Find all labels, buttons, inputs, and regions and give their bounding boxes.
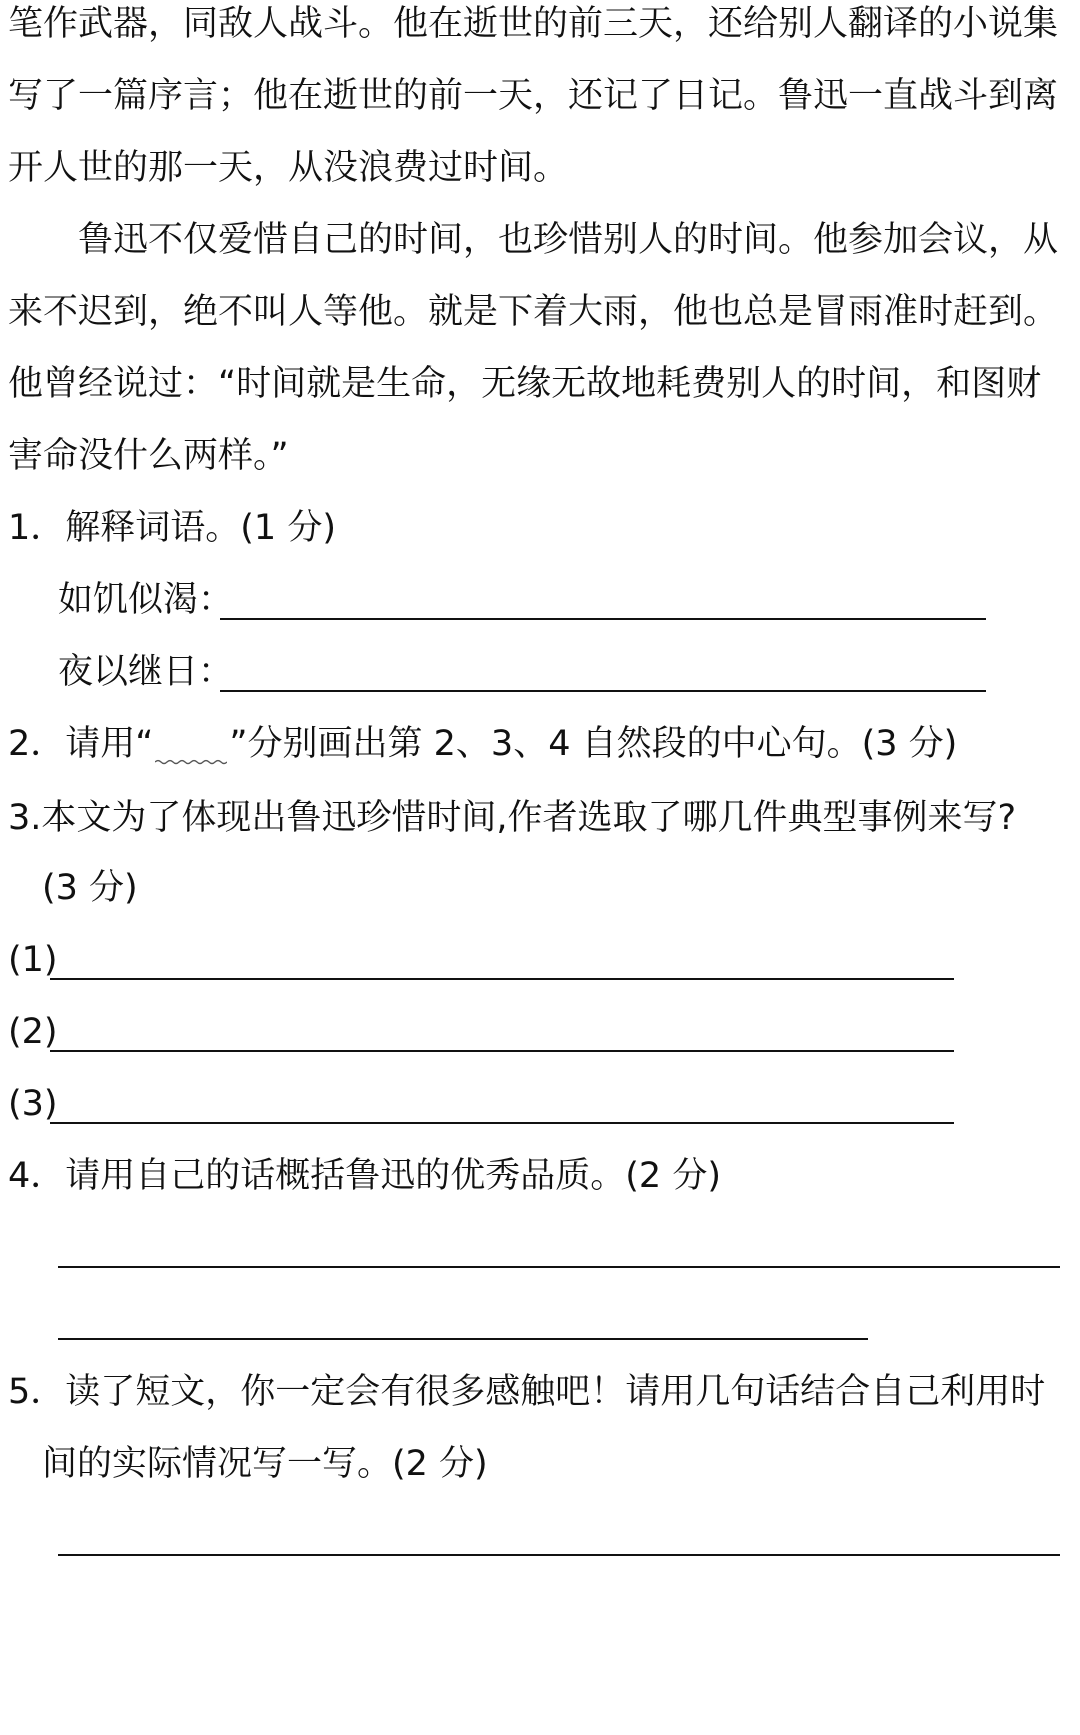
wavy-underline-symbol (153, 736, 229, 766)
question-5-line2: 间的实际情况写一写。(2 分) (42, 1444, 488, 1484)
q1-term-2-label: 夜以继日： (58, 652, 234, 692)
question-3: 3.本文为了体现出鲁迅珍惜时间,作者选取了哪几件典型事例来写? (8, 798, 1017, 838)
passage-p1-line3: 开人世的那一天，从没浪费过时间。 (8, 148, 569, 188)
q2-prefix: 2．请用“ (8, 724, 154, 764)
question-5-line1: 5．读了短文，你一定会有很多感触吧！请用几句话结合自己利用时 (8, 1372, 1046, 1412)
q3-item-3-answer-line[interactable] (50, 1122, 954, 1124)
q1-term-1-answer-line[interactable] (220, 618, 986, 620)
question-4: 4．请用自己的话概括鲁迅的优秀品质。(2 分) (8, 1156, 721, 1196)
q4-answer-line-2[interactable] (58, 1338, 868, 1340)
q3-item-2-answer-line[interactable] (50, 1050, 954, 1052)
q1-term-2-answer-line[interactable] (220, 690, 986, 692)
q1-term-1-label: 如饥似渴： (58, 580, 234, 620)
wavy-line-icon (155, 758, 227, 766)
passage-p2-line3: 他曾经说过：“时间就是生命，无缘无故地耗费别人的时间，和图财 (8, 364, 1042, 404)
q1-term-1-row (58, 578, 233, 622)
passage-p1-line2: 写了一篇序言；他在逝世的前一天，还记了日记。鲁迅一直战斗到离 (8, 76, 1059, 116)
passage-p2-line2: 来不迟到，绝不叫人等他。就是下着大雨，他也总是冒雨准时赶到。 (8, 292, 1059, 332)
question-3-score: (3 分) (42, 868, 138, 908)
q3-item-1-answer-line[interactable] (50, 978, 954, 980)
q1-term-2-row (58, 650, 233, 694)
q3-item-3-label: (3) (8, 1084, 58, 1124)
passage-p2-line1: 鲁迅不仅爱惜自己的时间，也珍惜别人的时间。他参加会议，从 (78, 220, 1059, 260)
passage-p2-line4: 害命没什么两样。” (8, 436, 289, 476)
q4-answer-line-1[interactable] (58, 1266, 1060, 1268)
question-1: 1．解释词语。(1 分) (8, 508, 336, 548)
q3-item-2-label: (2) (8, 1012, 58, 1052)
q3-item-1-label: (1) (8, 940, 58, 980)
q5-answer-line-1[interactable] (58, 1554, 1060, 1556)
question-2 (8, 722, 957, 766)
passage-p1-line1: 笔作武器，同敌人战斗。他在逝世的前三天，还给别人翻译的小说集 (8, 4, 1059, 44)
q2-suffix: ”分别画出第 2、3、4 自然段的中心句。(3 分) (229, 724, 958, 764)
